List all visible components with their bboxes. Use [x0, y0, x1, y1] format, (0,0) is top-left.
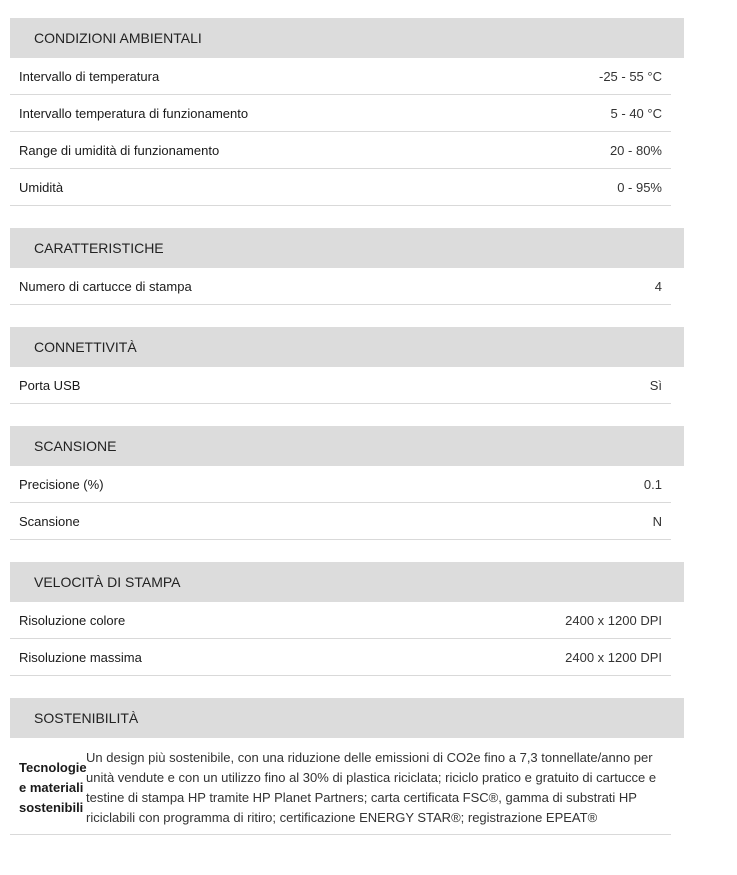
- spec-value: 2400 x 1200 DPI: [565, 649, 662, 665]
- section-header: CONNETTIVITÀ: [10, 327, 684, 367]
- spec-label: Range di umidità di funzionamento: [19, 142, 220, 158]
- section-sustainability: [10, 698, 684, 835]
- spec-label: Intervallo di temperatura: [19, 68, 160, 84]
- section-header: SOSTENIBILITÀ: [10, 698, 684, 738]
- spec-row: [10, 466, 671, 503]
- spec-row: [10, 169, 671, 206]
- section-connectivity: [10, 327, 684, 404]
- section-header: SCANSIONE: [10, 426, 684, 466]
- spec-label: Umidità: [19, 179, 64, 195]
- spec-value: Sì: [649, 377, 662, 393]
- spec-value: 20 - 80%: [609, 142, 662, 158]
- spec-row: [10, 639, 671, 676]
- spec-value: N: [652, 513, 662, 529]
- spec-row: [10, 503, 671, 540]
- section-header: CARATTERISTICHE: [10, 228, 684, 268]
- spec-value: Un design più sostenibile, con una riduzione delle emissioni di CO2e fino a 7,3 tonnellate/anno per unità vendute e con un utilizzo fino al 30% di plastica riciclata; riciclo pratico e gratuito di cartucce e testine di stampa HP tramite HP Planet Partners; carta certificata FSC®, gamma di substrati HP riciclabili con programma di ritiro; certificazione ENERGY STAR®; registrazione EPEAT®: [86, 750, 657, 825]
- spec-label: Risoluzione massima: [19, 649, 142, 665]
- spec-label: Numero di cartucce di stampa: [19, 278, 192, 294]
- spec-sheet: [10, 18, 684, 857]
- spec-row: [10, 58, 671, 95]
- spec-value: 4: [654, 278, 662, 294]
- spec-row: [10, 268, 671, 305]
- section-header: CONDIZIONI AMBIENTALI: [10, 18, 684, 58]
- section-header: VELOCITÀ DI STAMPA: [10, 562, 684, 602]
- spec-label: Scansione: [19, 513, 80, 529]
- spec-row: [10, 742, 671, 835]
- spec-label: Tecnologie e materiali sostenibili: [19, 760, 87, 815]
- spec-row: [10, 367, 671, 404]
- spec-value: 2400 x 1200 DPI: [565, 612, 662, 628]
- section-features: [10, 228, 684, 305]
- spec-row: [10, 132, 671, 169]
- spec-row: [10, 95, 671, 132]
- spec-label: Intervallo temperatura di funzionamento: [19, 105, 249, 121]
- section-print-speed: [10, 562, 684, 676]
- spec-value: 0.1: [643, 476, 662, 492]
- spec-label: Risoluzione colore: [19, 612, 126, 628]
- section-environmental: [10, 18, 684, 206]
- spec-value: -25 - 55 °C: [598, 68, 662, 84]
- spec-value: 5 - 40 °C: [610, 105, 662, 121]
- spec-value: 0 - 95%: [617, 179, 662, 195]
- section-scanning: [10, 426, 684, 540]
- spec-label: Precisione (%): [19, 476, 104, 492]
- spec-label: Porta USB: [19, 377, 81, 393]
- spec-row: [10, 602, 671, 639]
